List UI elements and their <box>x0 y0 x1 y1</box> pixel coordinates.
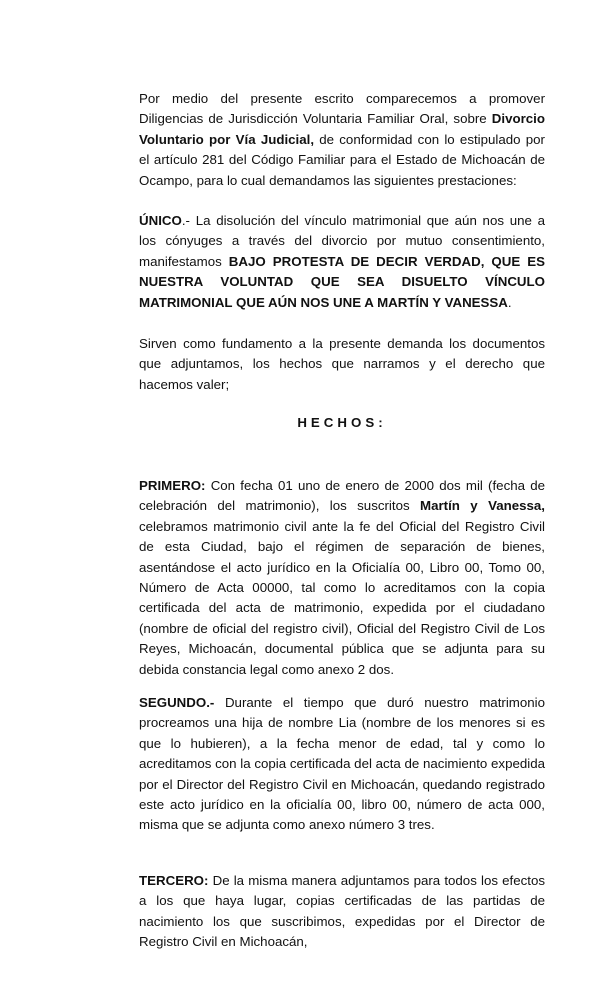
fundamento-paragraph <box>139 334 545 395</box>
intro-paragraph <box>139 89 545 191</box>
segundo-paragraph <box>139 693 545 836</box>
tercero-text-1: De la misma manera adjuntamos para todos los efectos a los que haya lugar, copias certificadas de las partidas de nacimiento los que suscribimos, expedidas por el Director de Registro Civil en Michoacán, <box>139 873 545 950</box>
unico-label: ÚNICO <box>139 213 182 228</box>
tercero-paragraph <box>139 871 545 953</box>
unico-text-1: .- La disolución del vínculo matrimonial que aún nos une a los cónyuges a través del divorcio por mutuo consentimiento, manifestamos <box>139 213 545 269</box>
segundo-label: SEGUNDO.- <box>139 695 215 710</box>
primero-paragraph <box>139 476 545 680</box>
hechos-heading: HECHOS: <box>297 415 387 430</box>
tercero-label: TERCERO: <box>139 873 209 888</box>
unico-text-2: . <box>507 294 512 310</box>
primero-bold-names: Martín y Vanessa, <box>420 498 545 514</box>
primero-label: PRIMERO: <box>139 478 206 493</box>
intro-bold-divorcio: Divorcio Voluntario por Vía Judicial, <box>139 111 545 147</box>
unico-bold-statement: BAJO PROTESTA DE DECIR VERDAD, QUE ES NUESTRA VOLUNTAD QUE SEA DISUELTO VÍNCULO MATRIMONIAL QUE AÚN NOS UNE A MARTÍN Y VANESSA <box>139 253 546 310</box>
primero-text-2: celebramos matrimonio civil ante la fe del Oficial del Registro Civil de esta Ciudad, bajo el régimen de separación de bienes, asentándose el acto jurídico en la Oficialía 00, Libro 00, Tomo 00, Número de Acta 00000, tal como lo acreditamos con la copia certificada del acta de matrimonio, expedida por el ciudadano (nombre de oficial del registro civil), Oficial del Registro Civil de Los Reyes, Michoacán, documental pública que se adjunta para su debida constancia legal como anexo 2 dos. <box>139 518 545 677</box>
primero-text-1: Con fecha 01 uno de enero de 2000 dos mil (fecha de celebración del matrimonio), los suscritos <box>139 478 545 514</box>
unico-paragraph <box>139 211 545 313</box>
fundamento-text: Sirven como fundamento a la presente demanda los documentos que adjuntamos, los hechos que narramos y el derecho que hacemos valer; <box>139 336 545 392</box>
intro-text-2: de conformidad con lo estipulado por el artículo 281 del Código Familiar para el Estado de Michoacán de Ocampo, para lo cual demandamos las siguientes prestaciones: <box>139 131 545 188</box>
intro-text-1: Por medio del presente escrito comparecemos a promover Diligencias de Jurisdicción Voluntaria Familiar Oral, sobre <box>139 91 545 127</box>
segundo-text-1: Durante el tiempo que duró nuestro matrimonio procreamos una hija de nombre Lia (nombre de los menores si es que lo hubieren), a la fecha menor de edad, tal y como lo acreditamos con la copia certificada del acta de nacimiento expedida por el Director del Registro Civil en Michoacán, quedando registrado este acto jurídico en la oficialía 00, libro 00, número de acta 000, misma que se adjunta como anexo número 3 tres. <box>139 695 545 833</box>
